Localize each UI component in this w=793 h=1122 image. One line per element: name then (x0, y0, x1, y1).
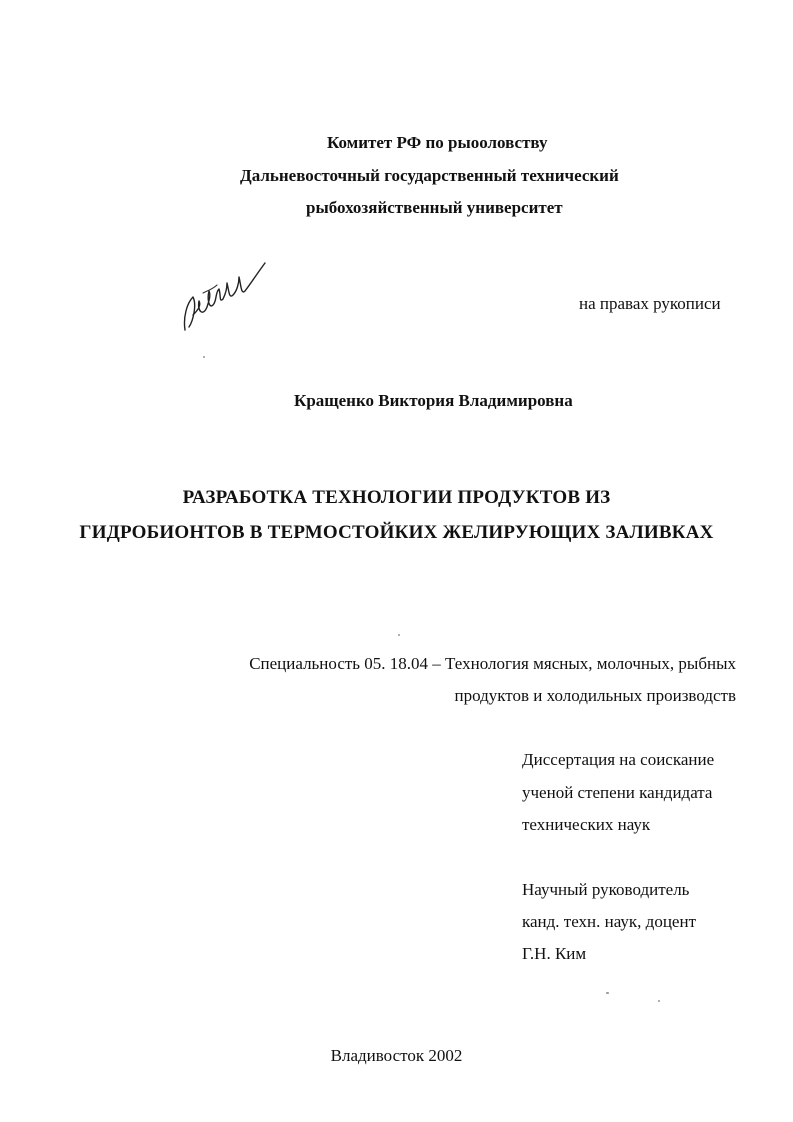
author-name: Кращенко Виктория Владимировна (294, 391, 573, 410)
university-name-line1: Дальневосточный государственный технический (240, 166, 619, 185)
city-year: Владивосток 2002 (330, 1046, 463, 1065)
thesis-title-line2: ГИДРОБИОНТОВ В ТЕРМОСТОЙКИХ ЖЕЛИРУЮЩИХ ЗАЛИВКАХ (79, 522, 714, 543)
thesis-title-line1: РАЗРАБОТКА ТЕХНОЛОГИИ ПРОДУКТОВ ИЗ (182, 487, 611, 508)
university-name-line2: рыбохозяйственный университет (306, 198, 563, 217)
dissertation-line2: ученой степени кандидата (522, 783, 713, 802)
supervisor-name: Г.Н. Ким (522, 944, 587, 963)
ministry-name: Комитет РФ по рыооловству (327, 133, 548, 152)
specialty-line2: продуктов и холодильных производств (454, 686, 736, 705)
supervisor-label: Научный руководитель (522, 880, 690, 899)
scan-speck (203, 356, 205, 358)
handwritten-signature-icon (175, 255, 275, 345)
supervisor-degree: канд. техн. наук, доцент (522, 912, 697, 931)
scan-speck (606, 992, 609, 994)
scan-speck (398, 634, 400, 636)
scan-speck (658, 1000, 660, 1002)
manuscript-note: на правах рукописи (579, 294, 721, 313)
specialty-line1: Специальность 05. 18.04 – Технология мясных, молочных, рыбных (249, 654, 736, 673)
dissertation-line1: Диссертация на соискание (522, 750, 715, 769)
dissertation-line3: технических наук (522, 815, 651, 834)
